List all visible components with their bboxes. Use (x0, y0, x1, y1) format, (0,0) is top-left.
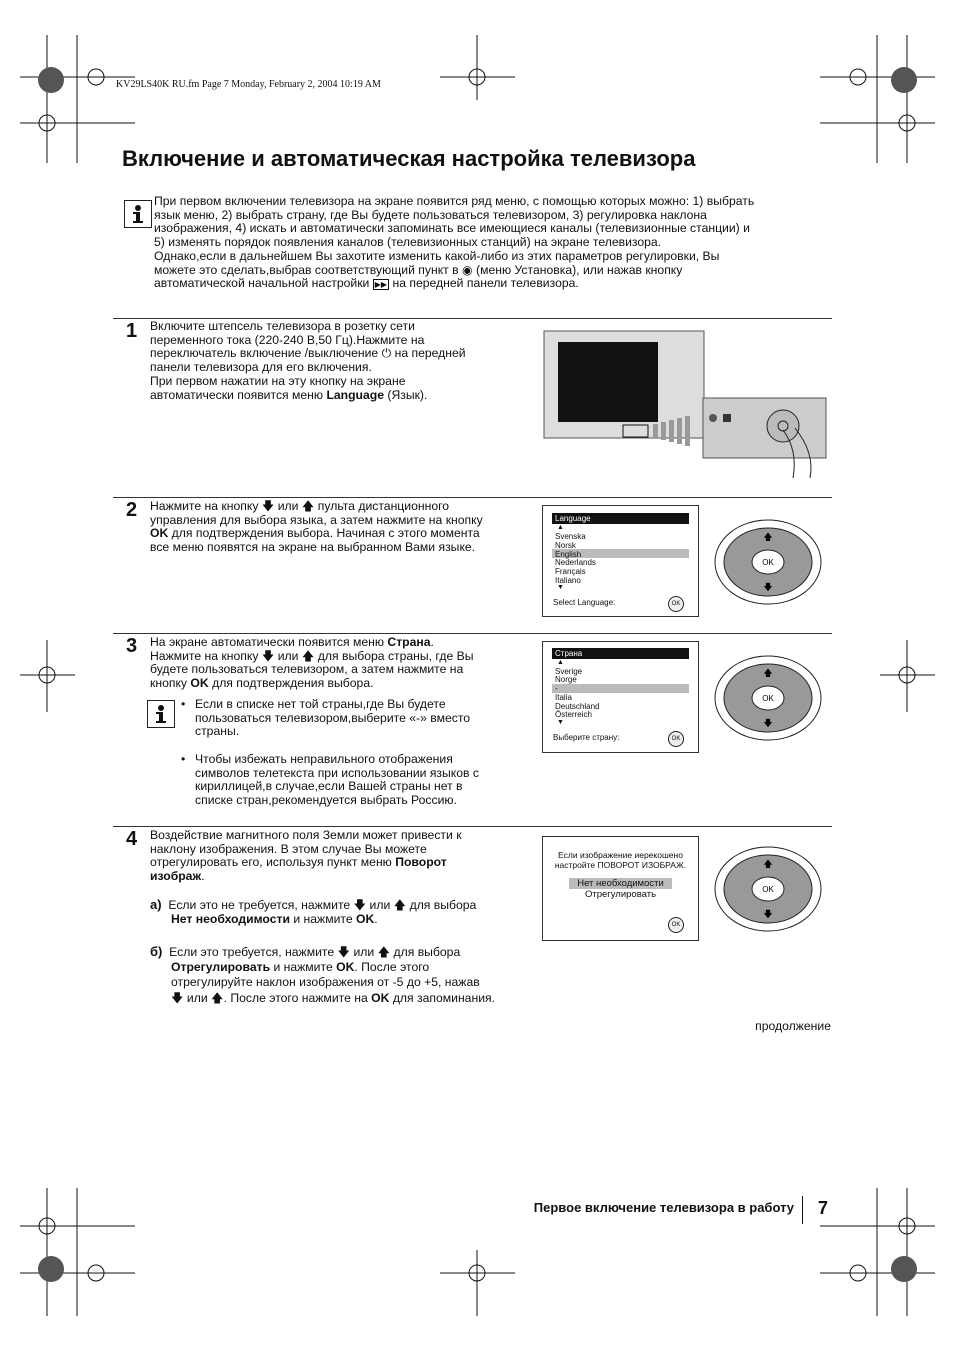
tv-illustration (543, 330, 828, 480)
ok-icon: OK (668, 917, 684, 933)
menu-footer: Select Language: (553, 598, 616, 607)
step-2-text: Нажмите на кнопку 🡇 или 🡅 пульта дистанционного управления для выбора языка, а затем нажмите на кнопку OK для подтверждения выбора. Начиная с этого момента все меню появятся на экране на выбранном Вами языке. (150, 499, 483, 555)
ok-icon: OK (668, 731, 684, 747)
step-4-option-a: а) Если это не требуется, нажмите 🡇 или 🡅 для выбора Нет необходимости и нажмите OK. (150, 897, 477, 926)
step-4-rule (113, 826, 832, 827)
step-2-number: 2 (126, 499, 138, 521)
step-1-number: 1 (126, 320, 138, 342)
list-item[interactable]: Отрегулировать (584, 889, 657, 900)
svg-text:OK: OK (762, 885, 774, 894)
step-3-number: 3 (126, 635, 138, 657)
list-item[interactable]: Norge (555, 675, 577, 684)
svg-text:🡇: 🡇 (763, 909, 773, 919)
step-2-rule (113, 497, 832, 498)
svg-text:🡅: 🡅 (763, 532, 773, 542)
down-arrow-icon: 🡇 (337, 945, 351, 959)
page-number: 7 (818, 1198, 829, 1218)
list-item[interactable]: Italia (555, 693, 572, 702)
menu-header: Language (552, 513, 689, 524)
list-item[interactable]: Italiano (555, 576, 581, 585)
continued-label: продолжение (755, 1019, 831, 1033)
remote-dpad (713, 654, 823, 742)
menu-selection-bar (552, 684, 689, 693)
list-item[interactable]: Österreich (555, 710, 592, 719)
menu-up-arrow: ▲ (557, 524, 564, 531)
up-arrow-icon: 🡅 (301, 499, 315, 513)
country-menu (542, 641, 699, 753)
menu-down-arrow: ▼ (557, 584, 564, 591)
list-item[interactable]: Svenska (555, 532, 586, 541)
list-item[interactable]: Deutschland (555, 702, 600, 711)
up-arrow-icon: 🡅 (211, 990, 224, 1005)
page-title: Включение и автоматическая настройка телевизора (122, 146, 696, 171)
step-3-text: На экране автоматически появится меню Страна. Нажмите на кнопку 🡇 или 🡅 для выбора страны, где Вы будете пользоваться телевизором, а затем нажмите на кнопку OK для подтверждения выбора. (150, 635, 474, 691)
auto-tune-button-icon: ▶▶ (374, 280, 388, 290)
menu-header: Страна (552, 648, 689, 659)
step-3-rule (113, 633, 832, 634)
up-arrow-icon: 🡅 (393, 898, 407, 912)
ok-icon: OK (668, 596, 684, 612)
svg-text:OK: OK (762, 558, 774, 567)
language-menu (542, 505, 699, 617)
svg-text:🡇: 🡇 (763, 718, 773, 728)
up-arrow-icon: 🡅 (377, 945, 391, 959)
list-item[interactable]: - (555, 684, 558, 693)
menu-down-arrow: ▼ (557, 719, 564, 726)
up-arrow-icon: 🡅 (301, 648, 315, 663)
list-item[interactable]: Sverige (555, 667, 583, 676)
svg-text:🡅: 🡅 (763, 859, 773, 869)
down-arrow-icon: 🡇 (353, 898, 367, 912)
list-item[interactable]: Нет необходимости (577, 878, 664, 889)
intro-text: При первом включении телевизора на экране появится ряд меню, с помощью которых можно: 1) выбрать язык меню, 2) выбрать страну, где Вы будете пользоваться телевизором, 3) регулировка наклона изображения, 4) искать и автоматически запоминать все имеющиеся каналы (телевизионные станции) и 5) изменять порядок появления каналов (телевизионных станций) на экране телевизора. Однако,если в дальнейшем Вы захотите изменить какой-либо из этих параметров регулировки, Вы можете это сделать,выбрав соответствующий пункт в ◉ (меню Установка), или нажав кнопку автоматической начальной настройки ▶▶ на передней панели телевизора. (154, 194, 755, 291)
svg-text:🡅: 🡅 (763, 668, 773, 678)
remote-dpad (713, 518, 823, 606)
setup-menu-icon: ◉ (462, 262, 473, 277)
info-icon (147, 700, 175, 728)
footer-divider (802, 1196, 803, 1224)
step-3-bullet-1: • Если в списке нет той страны,где Вы будете пользоваться телевизором,выберите «-» вместо страны. (181, 697, 471, 739)
menu-footer: Выберите страну: (553, 733, 620, 742)
list-item[interactable]: English (555, 550, 582, 559)
step-4-number: 4 (126, 828, 138, 850)
info-icon (124, 200, 152, 228)
file-header: KV29LS40K RU.fm Page 7 Monday, February 2, 2004 10:19 AM (116, 79, 381, 90)
step-3-bullet-2: • Чтобы избежать неправильного отображения символов телетекста при использовании языков с кириллицей,в случае,если Вашей страны нет в списке стран,рекомендуется выбрать Россию. (181, 752, 479, 808)
down-arrow-icon: 🡇 (171, 990, 184, 1005)
menu-up-arrow: ▲ (557, 659, 564, 666)
power-icon: ⏻ (381, 346, 392, 361)
tilt-menu (542, 836, 699, 941)
remote-dpad (713, 845, 823, 933)
step-4-text: Воздействие магнитного поля Земли может привести к наклону изображения. В этом случае Вы можете отрегулировать его, используя пункт меню Поворот изображ. (150, 828, 462, 884)
step-4-option-b: б) Если это требуется, нажмите 🡇 или 🡅 для выбора Отрегулировать и нажмите OK. После этого отрегулируйте наклон изображения от -5 до +5, нажав 🡇 или 🡅. После этого нажмите на OK для запоминания. (150, 944, 495, 1005)
menu-title-line: настройте ПОВОРОТ ИЗОБРАЖ. (554, 860, 687, 870)
down-arrow-icon: 🡇 (261, 648, 275, 663)
down-arrow-icon: 🡇 (261, 499, 275, 513)
list-item[interactable]: Nederlands (555, 558, 596, 567)
svg-text:OK: OK (762, 694, 774, 703)
list-item[interactable]: Norsk (555, 541, 576, 550)
footer-section-title: Первое включение телевизора в работу (533, 1200, 794, 1215)
list-item[interactable]: Français (555, 567, 586, 576)
step-1-text: Включите штепсель телевизора в розетку сети переменного тока (220-240 В,50 Гц).Нажмите на переключатель включение /выключение ⏻ на передней панели телевизора для его включения. При первом нажатии на эту кнопку на экране автоматически появится меню Language (Язык). (150, 319, 466, 402)
menu-title-line: Если изображение иерекошено (558, 850, 683, 860)
svg-text:🡇: 🡇 (763, 582, 773, 592)
